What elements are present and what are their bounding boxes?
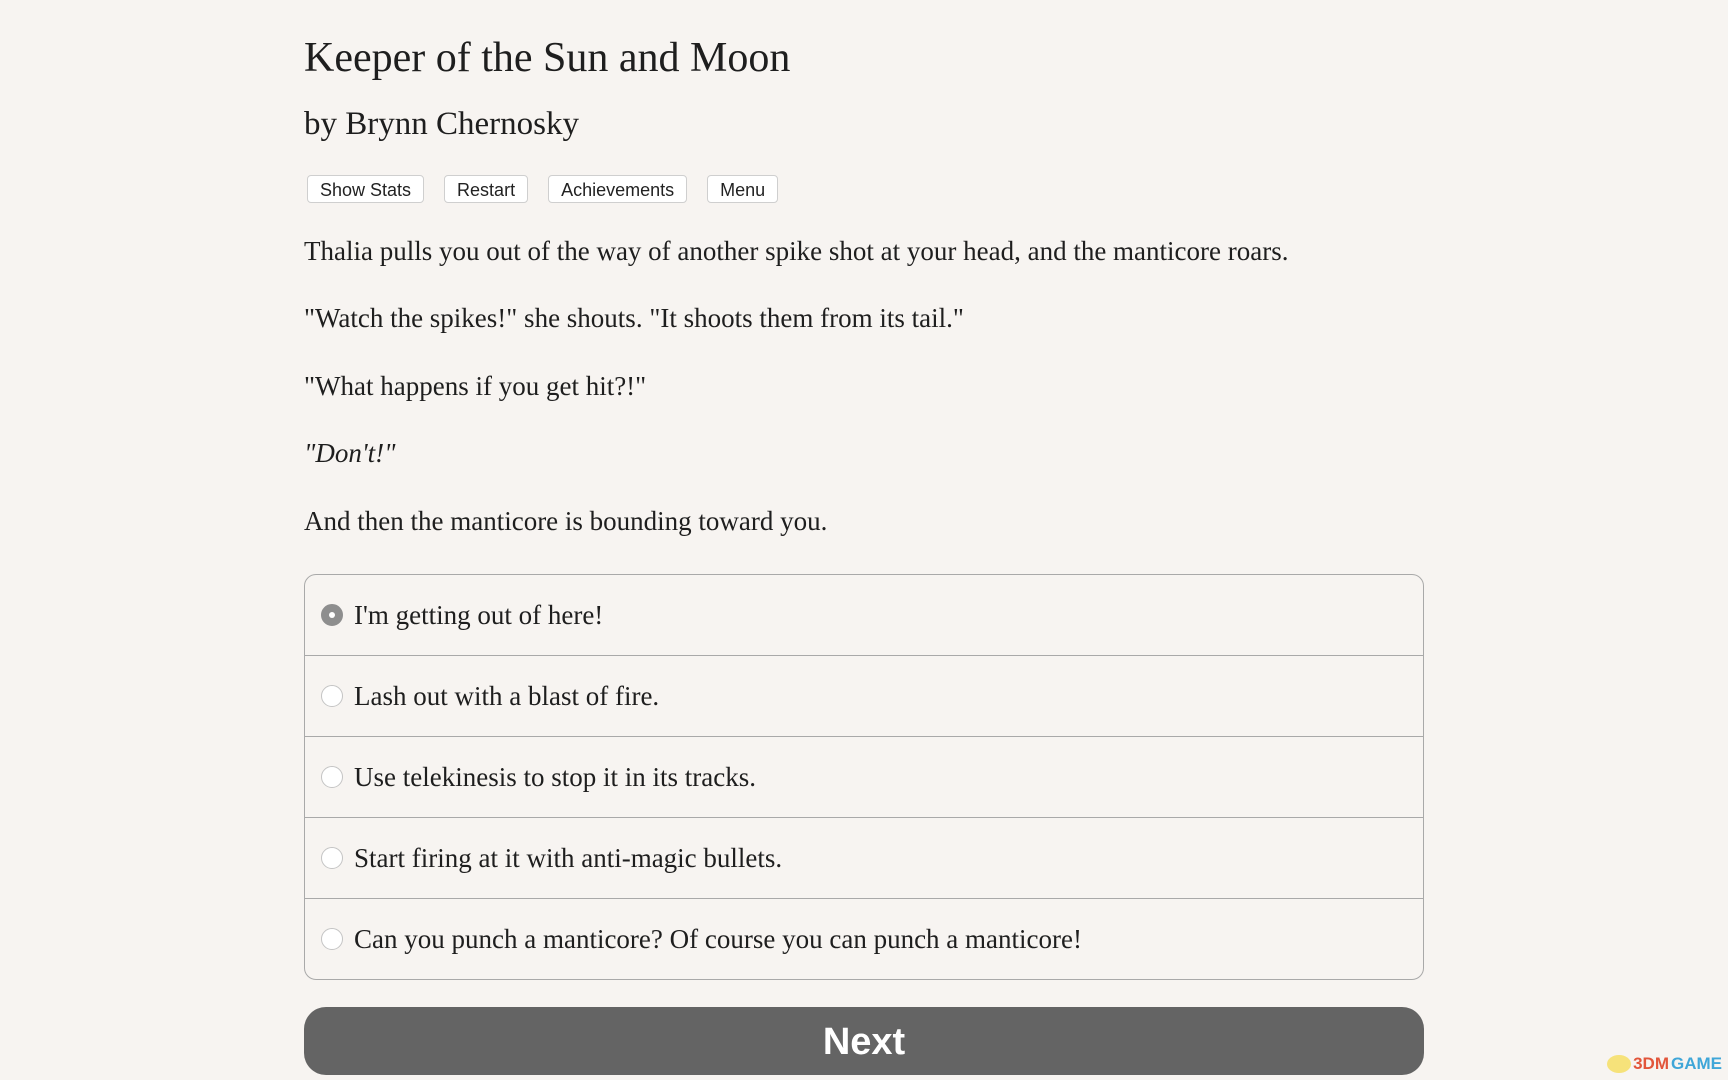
radio-button-selected[interactable]: [321, 604, 343, 626]
radio-button[interactable]: [321, 847, 343, 869]
choice-option[interactable]: [305, 575, 1423, 655]
game-author: by Brynn Chernosky: [304, 106, 579, 142]
choice-label: Start firing at it with anti-magic bullets.: [354, 842, 783, 873]
choice-option[interactable]: [305, 817, 1423, 898]
radio-button[interactable]: [321, 685, 343, 707]
show-stats-button[interactable]: Show Stats: [307, 175, 424, 203]
toolbar: [307, 175, 778, 203]
game-title: Keeper of the Sun and Moon: [304, 35, 791, 81]
choice-option[interactable]: [305, 736, 1423, 817]
choice-option[interactable]: [305, 655, 1423, 736]
menu-button[interactable]: Menu: [707, 175, 778, 203]
story-paragraph: "What happens if you get hit?!": [304, 371, 647, 401]
story-paragraph: "Don't!": [304, 438, 396, 468]
choice-label: Lash out with a blast of fire.: [354, 680, 660, 711]
radio-button[interactable]: [321, 928, 343, 950]
choice-label: Use telekinesis to stop it in its tracks.: [354, 761, 756, 792]
watermark-text: 3DM: [1633, 1054, 1669, 1073]
restart-button[interactable]: Restart: [444, 175, 528, 203]
choice-label: I'm getting out of here!: [354, 599, 604, 630]
story-paragraph: "Watch the spikes!" she shouts. "It shoots them from its tail.": [304, 303, 964, 333]
choice-option[interactable]: [305, 898, 1423, 979]
watermark-text: GAME: [1671, 1054, 1722, 1073]
story-paragraph: And then the manticore is bounding toward you.: [304, 506, 828, 536]
next-button[interactable]: Next: [304, 1007, 1424, 1075]
choice-list: [304, 574, 1424, 980]
achievements-button[interactable]: Achievements: [548, 175, 687, 203]
story-paragraph: Thalia pulls you out of the way of another spike shot at your head, and the manticore roars.: [304, 236, 1289, 266]
choice-label: Can you punch a manticore? Of course you can punch a manticore!: [354, 923, 1082, 954]
radio-button[interactable]: [321, 766, 343, 788]
watermark: [1607, 1054, 1722, 1074]
chick-logo-icon: [1607, 1055, 1631, 1073]
